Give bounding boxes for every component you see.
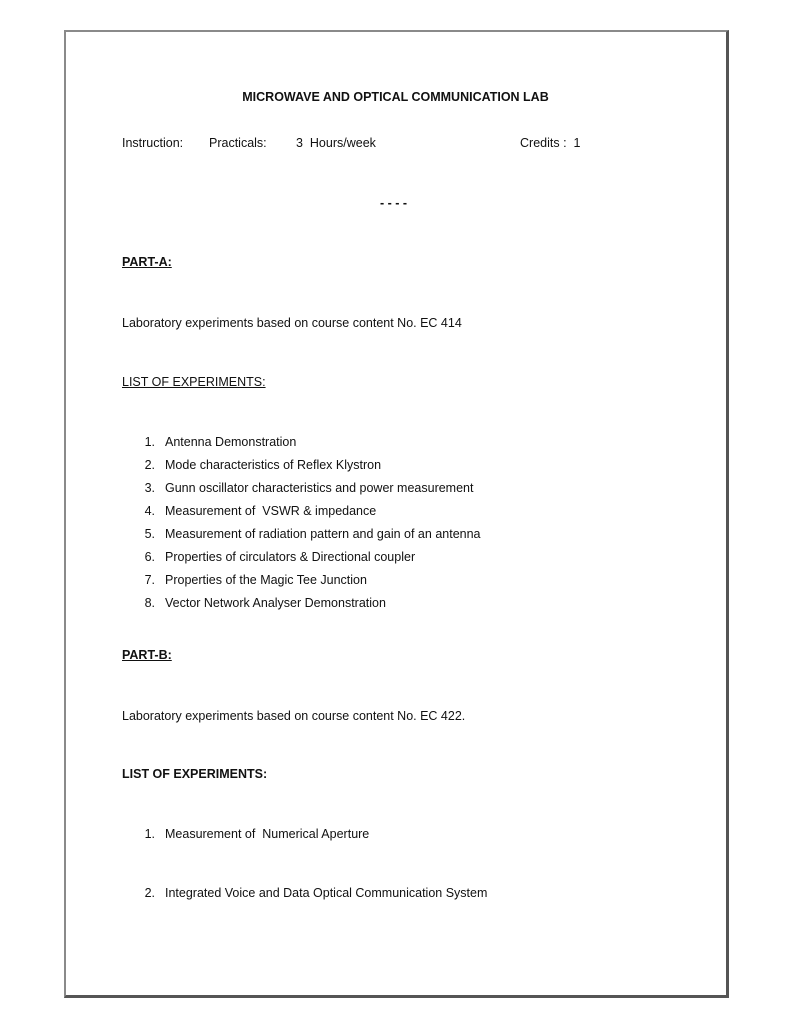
list-item: Properties of circulators & Directional coupler <box>165 550 416 564</box>
list-item-number: 1. <box>144 435 155 449</box>
list-item-number: 4. <box>144 504 155 518</box>
list-item: Integrated Voice and Data Optical Communication System <box>165 886 488 900</box>
list-item-number: 5. <box>144 527 155 541</box>
document-title: MICROWAVE AND OPTICAL COMMUNICATION LAB <box>242 90 549 104</box>
list-item: Mode characteristics of Reflex Klystron <box>165 458 382 472</box>
separator: - - - - <box>380 196 408 210</box>
list-item: Vector Network Analyser Demonstration <box>165 596 386 610</box>
instruction-label: Instruction: <box>122 136 184 150</box>
list-item: Measurement of radiation pattern and gain of an antenna <box>165 527 481 541</box>
list-item-number: 3. <box>144 481 155 495</box>
list-item: Antenna Demonstration <box>165 435 297 449</box>
instruction-type: Practicals: <box>209 136 267 150</box>
part-a-heading: PART-A: <box>122 255 172 269</box>
list-item: Measurement of VSWR & impedance <box>165 504 377 518</box>
list-item-number: 6. <box>144 550 155 564</box>
list-item-number: 2. <box>144 886 155 900</box>
page-border <box>64 30 729 998</box>
instruction-hours: 3 Hours/week <box>296 136 376 150</box>
part-b-heading: PART-B: <box>122 648 172 662</box>
list-item-number: 8. <box>144 596 155 610</box>
list-item: Gunn oscillator characteristics and power measurement <box>165 481 474 495</box>
part-a-intro: Laboratory experiments based on course content No. EC 414 <box>122 316 462 330</box>
list-item-number: 7. <box>144 573 155 587</box>
part-a-list-heading: LIST OF EXPERIMENTS: <box>122 375 266 389</box>
part-b-intro: Laboratory experiments based on course content No. EC 422. <box>122 709 466 723</box>
list-item: Properties of the Magic Tee Junction <box>165 573 367 587</box>
part-b-list-heading: LIST OF EXPERIMENTS: <box>122 767 268 781</box>
instruction-credits: Credits : 1 <box>520 136 581 150</box>
list-item-number: 2. <box>144 458 155 472</box>
list-item-number: 1. <box>144 827 155 841</box>
list-item: Measurement of Numerical Aperture <box>165 827 370 841</box>
